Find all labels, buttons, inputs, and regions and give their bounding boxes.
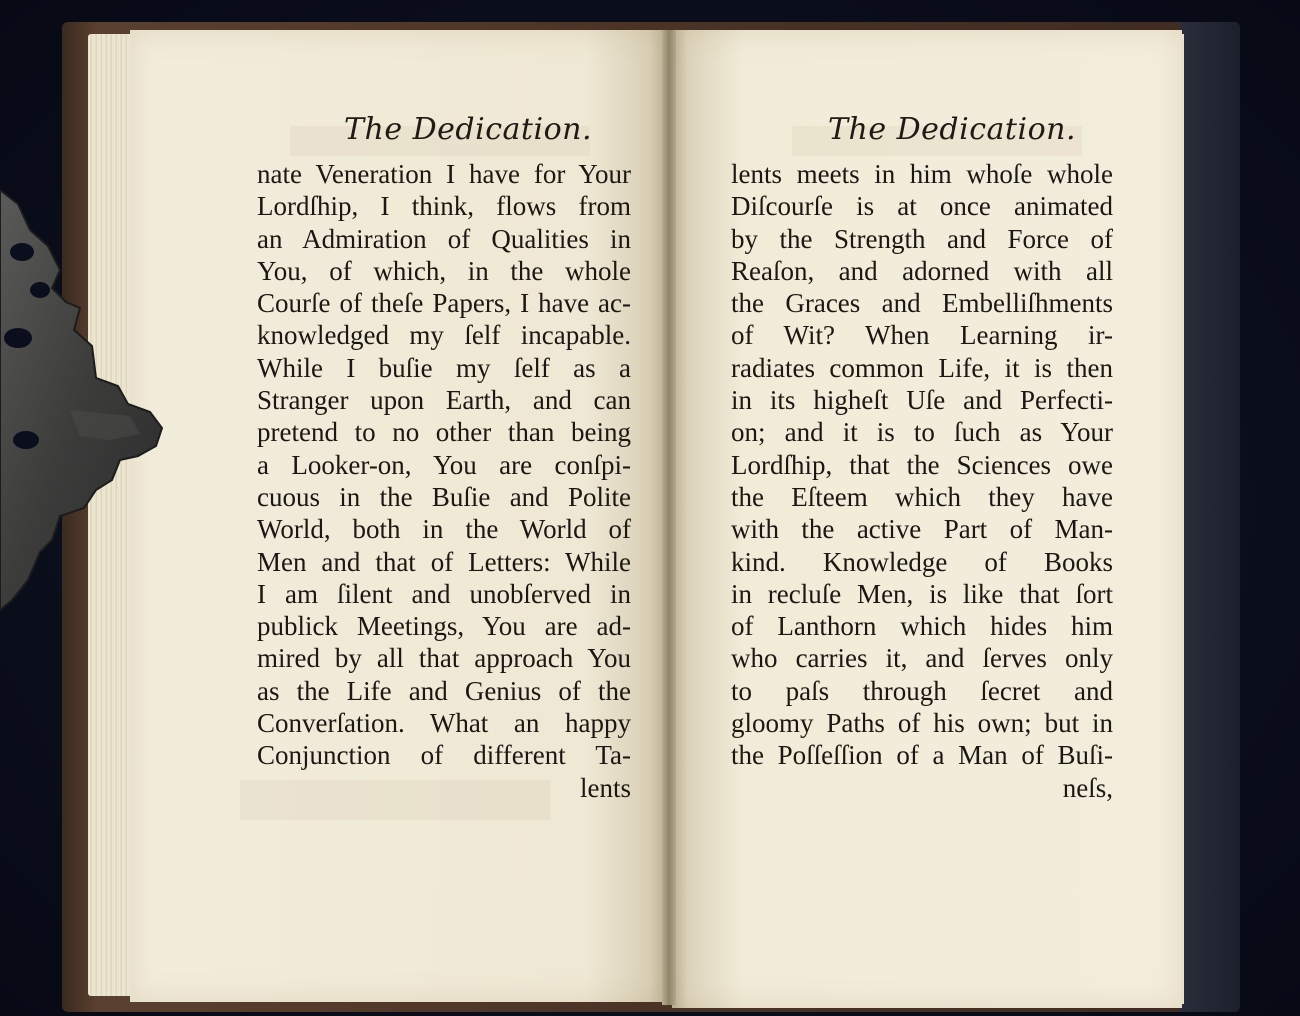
text-line: Converſation. What an happy xyxy=(257,708,631,739)
text-line: Lordſhip, I think, flows from xyxy=(257,191,631,222)
text-line: publick Meetings, You are ad- xyxy=(257,611,631,642)
text-line: cuous in the Buſie and Polite xyxy=(257,481,631,512)
left-page-text xyxy=(257,158,631,804)
text-line: Stranger upon Earth, and can xyxy=(257,385,631,416)
metal-page-clip-icon xyxy=(0,190,170,630)
right-running-head: The Dedication. xyxy=(828,112,1076,147)
text-line: Reaſon, and adorned with all xyxy=(731,255,1113,286)
text-line: nate Veneration I have for Your xyxy=(257,159,631,189)
text-line: the Poſſeſſion of a Man of Buſi- xyxy=(731,740,1113,771)
text-line: in recluſe Men, is like that ſort xyxy=(731,578,1113,609)
text-line: Lordſhip, that the Sciences owe xyxy=(731,449,1113,480)
text-line: with the active Part of Man- xyxy=(731,514,1113,545)
text-line: Courſe of theſe Papers, I have ac- xyxy=(257,288,631,319)
right-page-text xyxy=(731,158,1113,804)
text-line: as the Life and Genius of the xyxy=(257,675,631,706)
text-line: gloomy Paths of his own; but in xyxy=(731,708,1113,739)
text-line: of Wit? When Learning ir- xyxy=(731,320,1113,351)
text-line: of Lanthorn which hides him xyxy=(731,611,1113,642)
text-line: an Admiration of Qualities in xyxy=(257,223,631,254)
text-line: a Looker-on, You are conſpi- xyxy=(257,449,631,480)
text-line: the Graces and Embelliſhments xyxy=(731,288,1113,319)
text-line: who carries it, and ſerves only xyxy=(731,643,1113,674)
text-line: I am ſilent and unobſerved in xyxy=(257,578,631,609)
text-line: While I buſie my ſelf as a xyxy=(257,352,631,383)
left-running-head: The Dedication. xyxy=(344,112,592,147)
text-line: on; and it is to ſuch as Your xyxy=(731,417,1113,448)
text-line: by the Strength and Force of xyxy=(731,223,1113,254)
text-line: radiates common Life, it is then xyxy=(731,352,1113,383)
text-line: You, of which, in the whole xyxy=(257,255,631,286)
text-line: mired by all that approach You xyxy=(257,643,631,674)
text-line: World, both in the World of xyxy=(257,514,631,545)
text-line: lents meets in him whoſe whole xyxy=(731,159,1113,189)
text-line: knowledged my ſelf incapable. xyxy=(257,320,631,351)
text-line: kind. Knowledge of Books xyxy=(731,546,1113,577)
text-line: in its higheſt Uſe and Perfecti- xyxy=(731,385,1113,416)
text-line: Conjunction of different Ta- xyxy=(257,740,631,771)
text-line: to paſs through ſecret and xyxy=(731,675,1113,706)
text-line: Men and that of Letters: While xyxy=(257,546,631,577)
text-line: the Eſteem which they have xyxy=(731,481,1113,512)
text-line: Diſcourſe is at once animated xyxy=(731,191,1113,222)
text-line: pretend to no other than being xyxy=(257,417,631,448)
catchword: lents xyxy=(580,772,631,803)
catchword: neſs, xyxy=(1062,772,1113,803)
book-gutter xyxy=(662,30,676,1005)
book-cover-right-board xyxy=(1180,22,1240,1012)
